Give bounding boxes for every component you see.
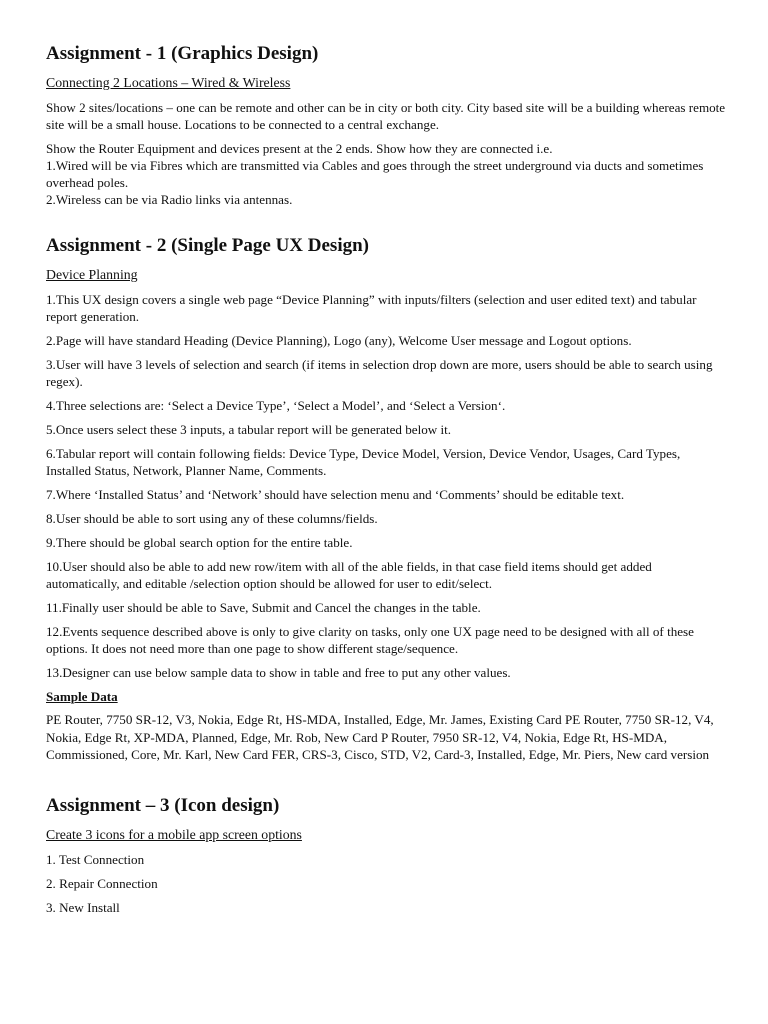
list-item: 12.Events sequence described above is only to give clarity on tasks, only one UX page need to be designed with all of these options. It does not need more than one page to show different stage/sequence. — [46, 624, 694, 656]
list-item: 2. Repair Connection — [46, 875, 158, 891]
assignment-1-paragraph-4: 2.Wireless can be via Radio links via antennas. — [46, 192, 293, 207]
assignment-3 — [46, 794, 726, 916]
list-item: 4.Three selections are: ‘Select a Device Type’, ‘Select a Model’, and ‘Select a Version‘. — [46, 398, 506, 413]
list-item: 2.Page will have standard Heading (Device Planning), Logo (any), Welcome User message and Logout options. — [46, 333, 632, 348]
assignment-1-title: Assignment - 1 (Graphics Design) — [46, 43, 319, 64]
list-item: 3.User will have 3 levels of selection and search (if items in selection drop down are more, users should be able to search using regex). — [46, 357, 713, 389]
list-item: 3. New Install — [46, 899, 120, 915]
list-item: 9.There should be global search option for the entire table. — [46, 535, 353, 550]
assignment-3-subtitle: Create 3 icons for a mobile app screen options — [46, 826, 302, 842]
sample-data-heading: Sample Data — [46, 689, 118, 704]
assignment-2-subtitle: Device Planning — [46, 267, 138, 282]
sample-data-text: PE Router, 7750 SR-12, V3, Nokia, Edge Rt, HS-MDA, Installed, Edge, Mr. James, Existing Card PE Router, 7750 SR-12, V4, Nokia, Edge Rt, XP-MDA, Planned, Edge, Mr. Rob, New Card P Router, 7950 SR-12, V4, Nokia, Edge Rt, HS-MDA, Commissioned, Core, Mr. Karl, New Card FER, CRS-3, Cisco, STD, V2, Card-3, Installed, Edge, Mr. Piers, New card version — [46, 712, 714, 762]
document-page — [46, 42, 726, 934]
list-item: 13.Designer can use below sample data to show in table and free to put any other values. — [46, 665, 511, 680]
assignment-2-title: Assignment - 2 (Single Page UX Design) — [46, 235, 369, 256]
assignment-1-paragraph-3: 1.Wired will be via Fibres which are transmitted via Cables and goes through the street underground via ducts and sometimes overhead poles. — [46, 158, 704, 190]
list-item: 10.User should also be able to add new row/item with all of the able fields, in that case field items should get added automatically, and editable /selection option should be allowed for user to edit/select. — [46, 559, 652, 591]
assignment-1 — [46, 42, 726, 208]
assignment-1-subtitle: Connecting 2 Locations – Wired & Wireless — [46, 75, 291, 90]
list-item: 5.Once users select these 3 inputs, a tabular report will be generated below it. — [46, 422, 452, 437]
assignment-2 — [46, 234, 726, 764]
assignment-3-title: Assignment – 3 (Icon design) — [46, 794, 280, 816]
list-item: 11.Finally user should be able to Save, Submit and Cancel the changes in the table. — [46, 600, 481, 615]
assignment-1-paragraph-2: Show the Router Equipment and devices present at the 2 ends. Show how they are connected i.e. — [46, 141, 553, 156]
list-item: 6.Tabular report will contain following fields: Device Type, Device Model, Version, Device Vendor, Usages, Card Types, Installed Status, Network, Planner Name, Comments. — [46, 446, 681, 478]
list-item: 8.User should be able to sort using any of these columns/fields. — [46, 511, 378, 526]
list-item: 7.Where ‘Installed Status’ and ‘Network’ should have selection menu and ‘Comments’ should be editable text. — [46, 487, 625, 502]
list-item: 1.This UX design covers a single web page “Device Planning” with inputs/filters (selection and user edited text) and tabular report generation. — [46, 292, 697, 324]
assignment-1-paragraph-1: Show 2 sites/locations – one can be remote and other can be in city or both city. City based site will be a building whereas remote site will be a small house. Locations to be connected to a central exchange. — [46, 100, 726, 132]
list-item: 1. Test Connection — [46, 851, 145, 867]
